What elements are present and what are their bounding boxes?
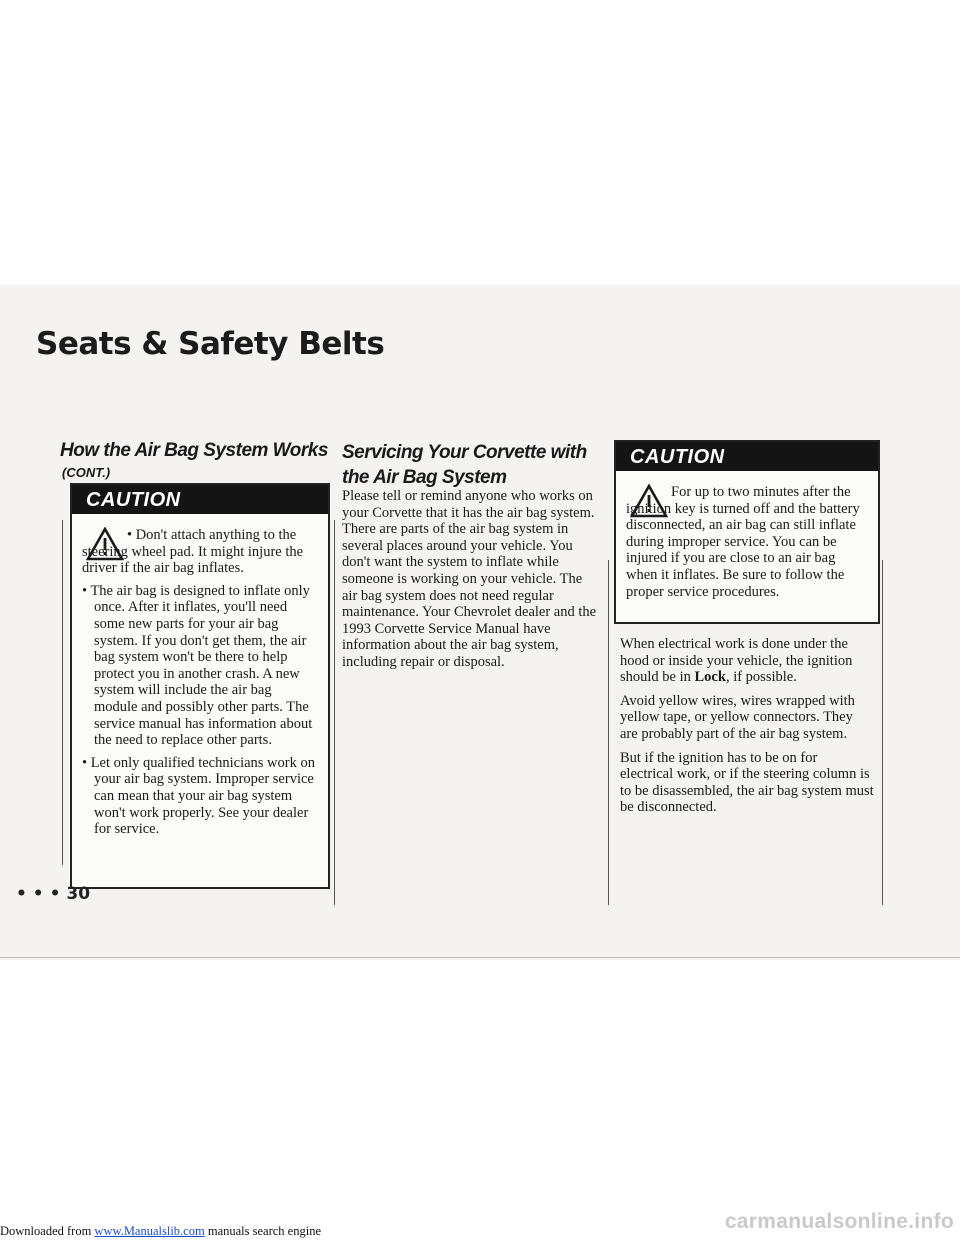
paragraph-yellow-wires: Avoid yellow wires, wires wrapped with yellow tape, or yellow connectors. They are probably part of the air bag system. bbox=[620, 692, 855, 742]
caution-label: CAUTION bbox=[72, 485, 328, 514]
caution-bullets-left bbox=[82, 527, 316, 838]
bullet-item: • The air bag is designed to inflate only once. After it inflates, you'll need some new parts for your air bag system. If you don't get them, the air bag system won't be there to help protect you in another crash. A new system will include the air bag module and possibly other parts. The service manual has information about the need to replace other parts. bbox=[82, 582, 313, 749]
column-rule bbox=[62, 520, 63, 865]
caution-text-right: For up to two minutes after the ignition key is turned off and the battery disconnected, an air bag can still inflate during improper service. You can be injured if you are close to an air bag when it inflates. Be sure to follow the proper service procedures. bbox=[626, 484, 860, 600]
download-footer: Downloaded from www.Manualslib.com manuals search engine bbox=[0, 1224, 321, 1238]
section-heading-air-bag-works: How the Air Bag System Works bbox=[60, 440, 328, 461]
section-heading-servicing: Servicing Your Corvette with the Air Bag System bbox=[342, 442, 587, 488]
caution-label: CAUTION bbox=[616, 442, 878, 471]
column-rule bbox=[334, 520, 335, 905]
watermark-logo: carmanualsonline.info bbox=[724, 1210, 954, 1233]
caution-box-right bbox=[614, 440, 880, 624]
column-rule bbox=[882, 560, 883, 905]
paragraph-disconnect: But if the ignition has to be on for electrical work, or if the steering column is to be disassembled, the air bag system must be disconnected. bbox=[620, 749, 874, 816]
paragraph-ignition: When electrical work is done under the hood or inside your vehicle, the ignition should be in Lock, if possible. bbox=[620, 636, 853, 686]
bullet-item: • Let only qualified technicians work on your air bag system. Improper service can mean that your air bag system won't work properly. See your dealer for service. bbox=[82, 754, 315, 838]
column-rule bbox=[608, 560, 609, 905]
bottom-rule bbox=[0, 957, 960, 958]
page-title: Seats & Safety Belts bbox=[36, 326, 385, 362]
page-number: • • • 30 bbox=[16, 884, 91, 904]
manualslib-link[interactable]: www.Manualslib.com bbox=[94, 1224, 205, 1238]
continued-label: (CONT.) bbox=[62, 465, 111, 480]
caution-box-left bbox=[70, 483, 330, 889]
servicing-paragraph: Please tell or remind anyone who works on your Corvette that it has the air bag system. There are parts of the air bag system in several places around your vehicle. You don't want the system to inflate while someone is working on your vehicle. The air bag system does not need regular maintenance. Your Chevrolet dealer and the 1993 Corvette Service Manual have information about the air bag system, including repair or disposal. bbox=[342, 488, 597, 670]
right-paragraphs bbox=[620, 636, 874, 823]
bullet-item: • Don't attach anything to the steering wheel pad. It might injure the driver if the air bag inflates. bbox=[82, 527, 304, 577]
